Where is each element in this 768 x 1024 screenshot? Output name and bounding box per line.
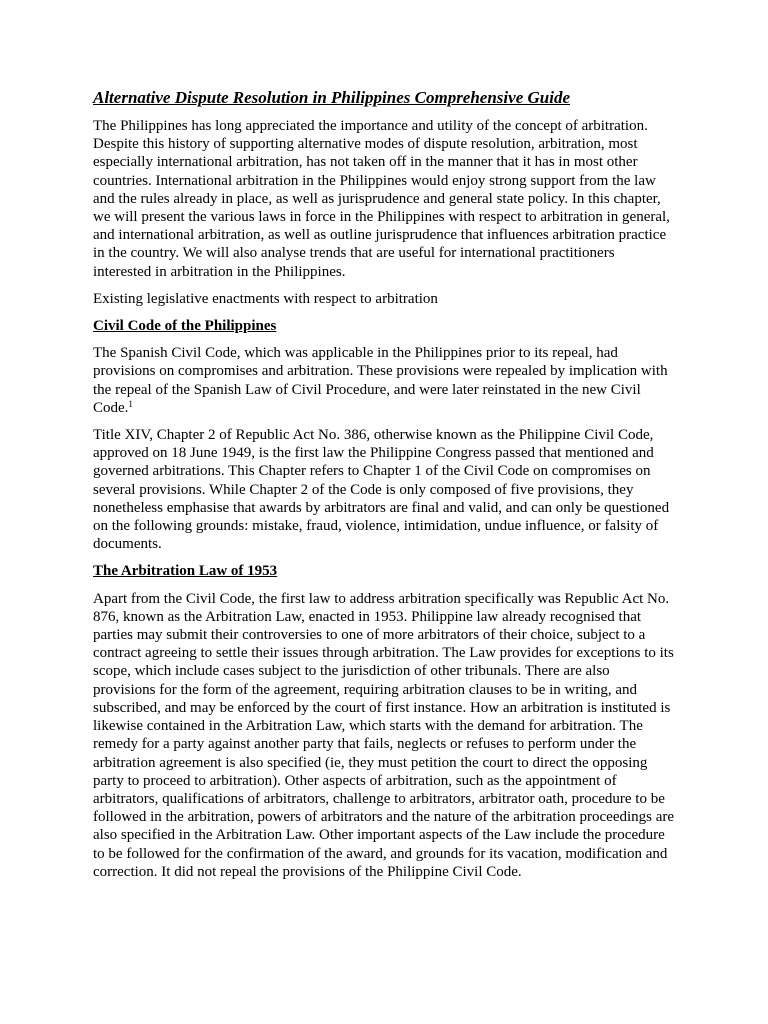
- section-heading-civil-code: Civil Code of the Philippines: [93, 318, 277, 335]
- intro-paragraph: The Philippines has long appreciated the importance and utility of the concept of arbitration. Despite this history of supporting alternative modes of dispute resolution, arbitration, most especially international arbitration, has not taken off in the manner that it has in most other countries. International arbitration in the Philippines would enjoy strong support from the law and the rules already in place, as well as jurisprudence and general state policy. In this chapter, we will present the various laws in force in the Philippines with respect to arbitration in general, and international arbitration, as well as outline jurisprudence that influences arbitration practice in the country. We will also analyse trends that are useful for international practitioners interested in arbitration in the Philippines.: [93, 118, 670, 280]
- footnote-reference[interactable]: 1: [128, 398, 133, 409]
- existing-enactments-line: Existing legislative enactments with respect to arbitration: [93, 290, 438, 307]
- civil-code-paragraph-1-text: The Spanish Civil Code, which was applicable in the Philippines prior to its repeal, had provisions on compromises and arbitration. These provisions were repealed by implication with the repeal of the Spanish Law of Civil Procedure, and were later reinstated in the new Civil Code.: [93, 345, 668, 416]
- section-heading-arbitration-law: The Arbitration Law of 1953: [93, 563, 278, 580]
- document-title: Alternative Dispute Resolution in Philippines Comprehensive Guide: [93, 88, 570, 107]
- arbitration-law-paragraph: Apart from the Civil Code, the first law to address arbitration specifically was Republic Act No. 876, known as the Arbitration Law, enacted in 1953. Philippine law already recognised that parties may submit their controversies to one of more arbitrators of their choice, subject to a contract agreeing to settle their issues through arbitration. The Law provides for exceptions to its scope, which include cases subject to the jurisdiction of other tribunals. There are also provisions for the form of the agreement, requiring arbitration clauses to be in writing, and subscribed, and may be enforced by the court of first instance. How an arbitration is instituted is likewise contained in the Arbitration Law, which starts with the demand for arbitration. The remedy for a party against another party that fails, neglects or refuses to perform under the arbitration agreement is also specified (ie, they must petition the court to direct the opposing party to proceed to arbitration). Other aspects of arbitration, such as the appointment of arbitrators, qualifications of arbitrators, challenge to arbitrators, arbitrator oath, procedure to be followed in the arbitration, powers of arbitrators and the nature of the arbitration proceedings are also specified in the Arbitration Law. Other important aspects of the Law include the procedure to be followed for the confirmation of the award, and grounds for its vacation, modification and correction. It did not repeal the provisions of the Philippine Civil Code.: [93, 590, 675, 880]
- civil-code-paragraph-1: [93, 344, 675, 417]
- civil-code-paragraph-2: Title XIV, Chapter 2 of Republic Act No. 386, otherwise known as the Philippine Civil Code, approved on 18 June 1949, is the first law the Philippine Congress passed that mentioned and governed arbitrations. This Chapter refers to Chapter 1 of the Civil Code on compromises on several provisions. While Chapter 2 of the Code is only composed of five provisions, they nonetheless emphasise that awards by arbitrators are final and valid, and can only be questioned on the following grounds: mistake, fraud, violence, intimidation, undue influence, or falsity of documents.: [93, 427, 670, 553]
- document-page: [93, 88, 675, 890]
